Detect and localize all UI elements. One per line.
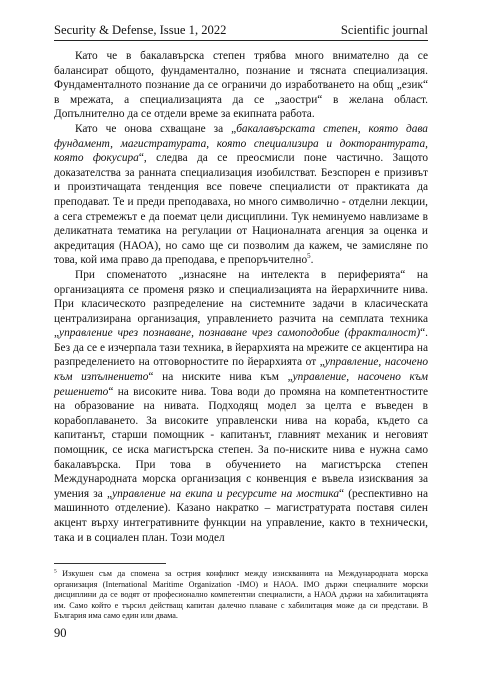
italic-run: управление на екипа и ресурсите на мостика [112, 487, 340, 500]
text-run: “. Без да се е изчерпала тази техника, в йерархията на мрежите се акцентира на разпределението на отговорностите по йерархията от „ [54, 327, 428, 369]
italic-run: управление, насочено към изпълнението [54, 356, 429, 384]
body-text [54, 49, 428, 545]
footnote [54, 569, 428, 622]
paragraph-1: Като че в бакалавърска степен трябва много внимателно да се балансират общото, фундаментално, познание и тясната специализация. Фундаменталното познание да се ограничи до изработването на общ „език“ в мрежата, а специализацията да се „заостри“ в желана област. Допълнително да се отдели време за екипната работа. [54, 50, 428, 121]
page-number: 90 [54, 626, 67, 640]
footnote-divider [54, 563, 166, 564]
journal-issue: Security & Defense, Issue 1, 2022 [54, 23, 227, 37]
footnote-ref[interactable]: 5 [307, 252, 311, 261]
text-run: Като че онова схващане за „ [75, 122, 237, 135]
text-run: “ на високите нива. Това води до промяна на компетентностите на образование на нивата. Подходящ модел за целта е въведен в корабоплаването. За високите управленски нива на кораба, където са капитанът, старши помощник - капитанът, главният механик и неговият помощник, се иска магистърска степен. За по-ниските нива е нужна само бакалавърска. При това в обучението на магистърска степен Международната морска организация с конвенция е въвела изисквания за умения за „ [54, 385, 428, 500]
paragraph-3 [54, 268, 428, 545]
italic-run: управление, насочено към решението [54, 371, 428, 398]
paragraph-2: Като че онова схващане за „бакалавърската степен, която дава фундамент, магистратурата, която специализира и докторантурата, която фокусира“, следва да се преосмисли поне частично. Защото доказателства за ранната специализация изобилстват. Безспорен е призивът и произтичащата тенденция все повече специалисти от практиката да преподават. Те и преди преподаваха, но много символично - отделни лекции, а сега стремежът е да поемат цели дисциплини. Тук неминуемо навлизаме в деликатната тематика на регулации от Националната агенция за оценка и акредитация (НАОА), но само ще си позволим да кажем, че замисляне по това, кой има право да преподава, е препоръчително$^5$. [54, 122, 428, 267]
text-run: При споменатото „изнасяне на интелекта в периферията“ на организацията се променя рязко и специализацията на йерархичните нива. При класическото разпределение на системните задачи в класическата централизирана организация, управлението разчита на семплата техника „ [54, 268, 428, 340]
text-run: “ (респективно на машинното отделение). Казано накратко – магистратурата поставя силен акцент върху интегративните функции на управление, както в технически, така и в социален план. Този модел [54, 487, 428, 544]
text-run: “, следва да се преосмисли поне частично. Защото доказателства за ранната специализация изобилстват. Безспорен е призивът и произтичащата тенденция все повече специалисти от практиката да преподават. Те и преди преподаваха, но много символично - отделни лекции, а сега стремежът е да поемат цели дисциплини. Тук неминуемо навлизаме в деликатната тематика на регулации от Националната агенция за оценка и акредитация (НАОА), но само ще си позволим да кажем, че замисляне по това, кой има право да преподава, е препоръчително [54, 152, 428, 267]
footnote-mark: 5 [54, 568, 57, 575]
document-page [54, 0, 428, 679]
text-run: “ на ниските нива към „ [148, 371, 293, 384]
running-header [54, 22, 428, 41]
footnote-text: Изкушен съм да спомена за острия конфликт между изискванията на Международната морска организация (International Maritime Organization -IMO) и НАОА. IMO държи специалните морски дисциплини да се водят от професионално компетентни специалисти, а НАОА държи на хабилитацията им. Само който е търсил действащ капитан далечно плаване с хабилитация може да си представи. В България има само един или двама. [54, 569, 428, 621]
italic-run: бакалавърската степен, която дава фундамент, магистратурата, която специализира и докторантурата, която фокусира [54, 122, 428, 165]
journal-type: Scientific journal [340, 23, 428, 37]
italic-run: управление чрез познаване, познаване чрез самоподобие (фракталност) [59, 327, 421, 340]
